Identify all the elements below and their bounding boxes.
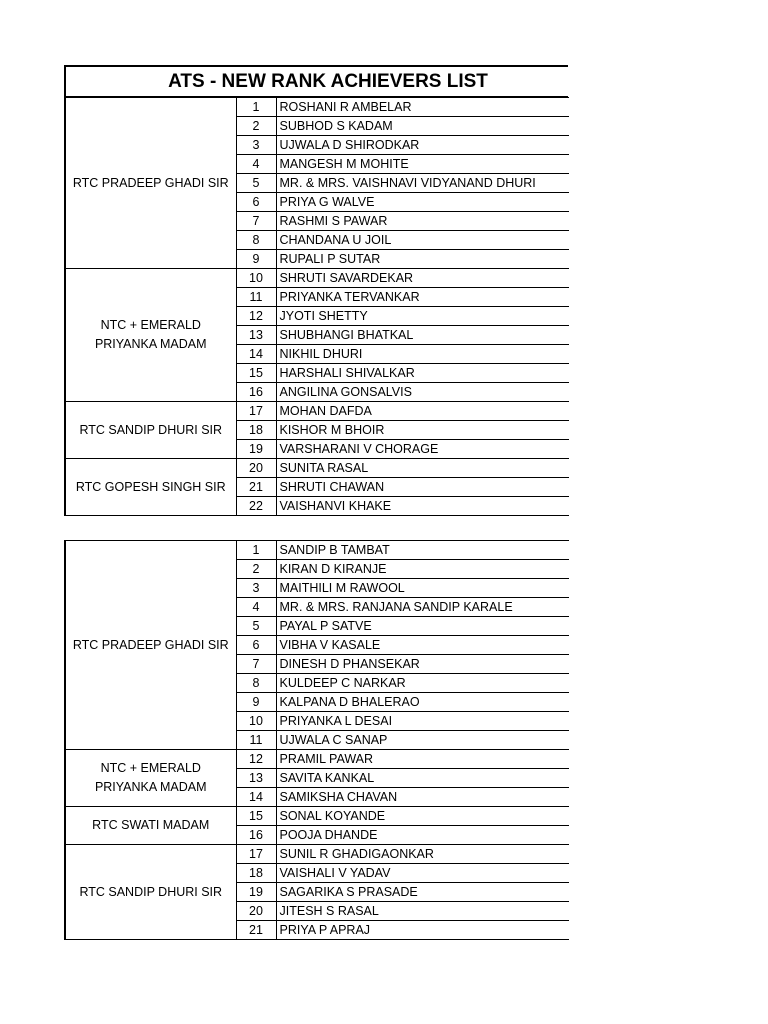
- achiever-name: KULDEEP C NARKAR: [276, 674, 569, 693]
- rank-number: 12: [236, 307, 276, 326]
- achiever-name: PRIYA G WALVE: [276, 193, 569, 212]
- sponsor-cell: RTC SANDIP DHURI SIR: [65, 845, 236, 940]
- rank-number: 14: [236, 345, 276, 364]
- table-row: [65, 845, 569, 864]
- sponsor-cell: RTC GOPESH SINGH SIR: [65, 459, 236, 516]
- achiever-name: POOJA DHANDE: [276, 826, 569, 845]
- achiever-name: SAGARIKA S PRASADE: [276, 883, 569, 902]
- achiever-name: PRIYANKA TERVANKAR: [276, 288, 569, 307]
- achiever-name: JITESH S RASAL: [276, 902, 569, 921]
- rank-number: 19: [236, 440, 276, 459]
- rank-number: 13: [236, 326, 276, 345]
- rank-number: 15: [236, 364, 276, 383]
- achiever-name: PRIYA P APRAJ: [276, 921, 569, 940]
- rank-number: 21: [236, 478, 276, 497]
- achiever-name: SUBHOD S KADAM: [276, 117, 569, 136]
- achiever-name: SONAL KOYANDE: [276, 807, 569, 826]
- rank-number: 17: [236, 845, 276, 864]
- achiever-name: MR. & MRS. VAISHNAVI VIDYANAND DHURI: [276, 174, 569, 193]
- achiever-name: NIKHIL DHURI: [276, 345, 569, 364]
- achiever-name: UJWALA C SANAP: [276, 731, 569, 750]
- rank-number: 1: [236, 541, 276, 560]
- rank-number: 6: [236, 193, 276, 212]
- table-row: [65, 459, 569, 478]
- achiever-name: KISHOR M BHOIR: [276, 421, 569, 440]
- achiever-name: PRAMIL PAWAR: [276, 750, 569, 769]
- sponsor-cell: RTC SWATI MADAM: [65, 807, 236, 845]
- table-row: [65, 807, 569, 826]
- rank-number: 15: [236, 807, 276, 826]
- rank-number: 9: [236, 250, 276, 269]
- rank-number: 17: [236, 402, 276, 421]
- achiever-name: SHRUTI SAVARDEKAR: [276, 269, 569, 288]
- rank-number: 19: [236, 883, 276, 902]
- rank-number: 13: [236, 769, 276, 788]
- rank-number: 8: [236, 674, 276, 693]
- rank-number: 4: [236, 598, 276, 617]
- sponsor-cell: NTC + EMERALD PRIYANKA MADAM: [65, 269, 236, 402]
- achiever-name: MAITHILI M RAWOOL: [276, 579, 569, 598]
- rank-number: 3: [236, 579, 276, 598]
- achiever-name: ANGILINA GONSALVIS: [276, 383, 569, 402]
- achiever-name: PRIYANKA L DESAI: [276, 712, 569, 731]
- rank-number: 20: [236, 902, 276, 921]
- achiever-name: MANGESH M MOHITE: [276, 155, 569, 174]
- rank-number: 10: [236, 269, 276, 288]
- achievers-grid-2: [64, 540, 569, 940]
- achiever-name: SHUBHANGI BHATKAL: [276, 326, 569, 345]
- rank-number: 11: [236, 731, 276, 750]
- achiever-name: VIBHA V KASALE: [276, 636, 569, 655]
- achiever-name: CHANDANA U JOIL: [276, 231, 569, 250]
- sponsor-cell: RTC PRADEEP GHADI SIR: [65, 541, 236, 750]
- achiever-name: SUNITA RASAL: [276, 459, 569, 478]
- rank-number: 16: [236, 383, 276, 402]
- page-title: ATS - NEW RANK ACHIEVERS LIST: [64, 65, 568, 97]
- achiever-name: KALPANA D BHALERAO: [276, 693, 569, 712]
- rank-number: 1: [236, 98, 276, 117]
- rank-number: 6: [236, 636, 276, 655]
- achiever-name: VAISHANVI KHAKE: [276, 497, 569, 516]
- achiever-name: SAMIKSHA CHAVAN: [276, 788, 569, 807]
- achiever-name: DINESH D PHANSEKAR: [276, 655, 569, 674]
- rank-number: 3: [236, 136, 276, 155]
- achiever-name: RUPALI P SUTAR: [276, 250, 569, 269]
- achiever-name: MOHAN DAFDA: [276, 402, 569, 421]
- rank-number: 12: [236, 750, 276, 769]
- achiever-name: UJWALA D SHIRODKAR: [276, 136, 569, 155]
- rank-number: 7: [236, 212, 276, 231]
- table-row: [65, 541, 569, 560]
- achiever-name: KIRAN D KIRANJE: [276, 560, 569, 579]
- achiever-name: HARSHALI SHIVALKAR: [276, 364, 569, 383]
- rank-number: 7: [236, 655, 276, 674]
- rank-number: 4: [236, 155, 276, 174]
- rank-number: 2: [236, 117, 276, 136]
- table-row: [65, 402, 569, 421]
- rank-number: 18: [236, 421, 276, 440]
- achievers-table-2: [64, 540, 568, 940]
- rank-number: 9: [236, 693, 276, 712]
- table-row: [65, 98, 569, 117]
- achiever-name: SHRUTI CHAWAN: [276, 478, 569, 497]
- achiever-name: SUNIL R GHADIGAONKAR: [276, 845, 569, 864]
- achievers-grid-1: [64, 97, 569, 516]
- achiever-name: JYOTI SHETTY: [276, 307, 569, 326]
- achiever-name: PAYAL P SATVE: [276, 617, 569, 636]
- achiever-name: RASHMI S PAWAR: [276, 212, 569, 231]
- achiever-name: ROSHANI R AMBELAR: [276, 98, 569, 117]
- rank-number: 18: [236, 864, 276, 883]
- rank-number: 16: [236, 826, 276, 845]
- achievers-table-1: [64, 65, 568, 516]
- achiever-name: VARSHARANI V CHORAGE: [276, 440, 569, 459]
- rank-number: 21: [236, 921, 276, 940]
- achiever-name: VAISHALI V YADAV: [276, 864, 569, 883]
- rank-number: 8: [236, 231, 276, 250]
- rank-number: 10: [236, 712, 276, 731]
- achiever-name: SANDIP B TAMBAT: [276, 541, 569, 560]
- sponsor-cell: RTC SANDIP DHURI SIR: [65, 402, 236, 459]
- sponsor-cell: NTC + EMERALD PRIYANKA MADAM: [65, 750, 236, 807]
- rank-number: 14: [236, 788, 276, 807]
- rank-number: 2: [236, 560, 276, 579]
- rank-number: 11: [236, 288, 276, 307]
- sponsor-cell: RTC PRADEEP GHADI SIR: [65, 98, 236, 269]
- rank-number: 22: [236, 497, 276, 516]
- table-row: [65, 750, 569, 769]
- table-row: [65, 269, 569, 288]
- rank-number: 20: [236, 459, 276, 478]
- rank-number: 5: [236, 617, 276, 636]
- achiever-name: MR. & MRS. RANJANA SANDIP KARALE: [276, 598, 569, 617]
- rank-number: 5: [236, 174, 276, 193]
- achiever-name: SAVITA KANKAL: [276, 769, 569, 788]
